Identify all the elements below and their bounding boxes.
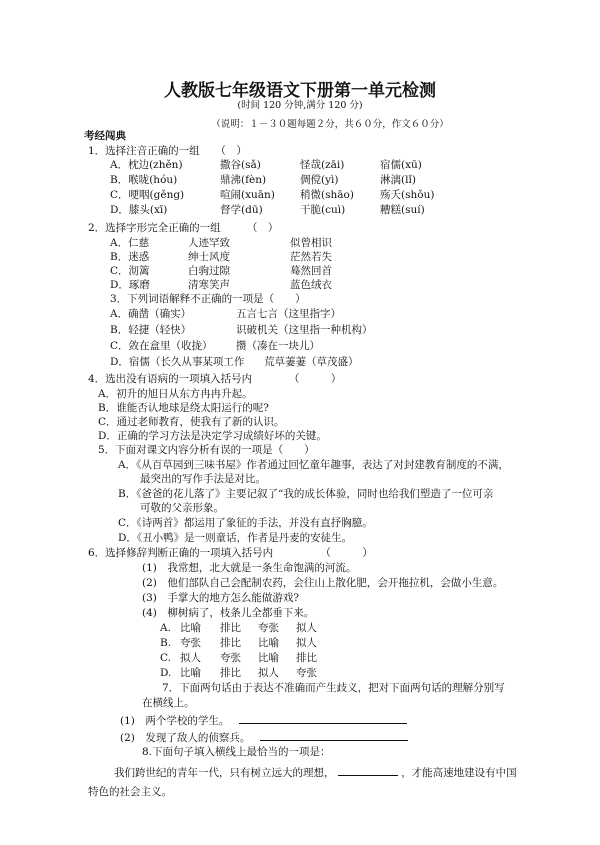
q8-text-part: 我们跨世纪的青年一代，只有树立远大的理想， xyxy=(114,767,335,779)
q6-choice: 夸张 xyxy=(180,637,201,649)
q5-stem: 5．下面对课文内容分析有误的一项是（ ） xyxy=(98,444,315,456)
q1-option: 督学(dū) xyxy=(220,204,263,216)
section-heading: 考经闯典 xyxy=(84,130,126,142)
q6-sentence: (1) 我常想，北大就是一条生命饱满的河流。 xyxy=(142,562,357,574)
q1-option: 殇夭(shǒu) xyxy=(380,189,435,201)
q2-option: 绅士风度 xyxy=(188,251,230,263)
q1-option: 喧闹(xuān) xyxy=(220,189,275,201)
q2-option: D．琢磨 xyxy=(110,279,150,291)
q3-option: 识破机关（这里指一种机构） xyxy=(236,324,373,336)
q2-option: 茫然若失 xyxy=(290,251,332,263)
q6-choice: 比喻 xyxy=(180,667,201,679)
page-title: 人教版七年级语文下册第一单元检测 xyxy=(164,81,436,101)
q6-choice: 比喻 xyxy=(258,637,279,649)
q1-option: B．喉咙(hóu) xyxy=(110,174,178,186)
q1-option: 稍微(shāo) xyxy=(300,189,354,201)
q6-choice: 夸张 xyxy=(258,622,279,634)
q1-option: 糟糕(suí) xyxy=(380,204,425,216)
q6-choice: 排比 xyxy=(220,637,241,649)
q6-choice: 比喻 xyxy=(180,622,201,634)
q7-stem: 7．下面两句话由于表达不准确而产生歧义，把对下面两句话的理解分别写 xyxy=(162,682,505,694)
q5-option: A．《从百草园到三味书屋》作者通过回忆童年趣事，表达了对封建教育制度的不满， xyxy=(118,459,509,471)
q2-option: 清寒笑声 xyxy=(188,279,230,291)
q6-choice: 夸张 xyxy=(220,652,241,664)
q5-option: B．《爸爸的花儿落了》主要记叙了“我的成长体验，同时也给我们塑造了一位可亲 xyxy=(118,488,494,500)
q2-option: B．迷惑 xyxy=(110,251,150,263)
q4-option: B．谁能否认地球是绕太阳运行的呢? xyxy=(98,402,269,414)
q2-option: 似曾相识 xyxy=(290,237,332,249)
q3-option: 攒（凑在一块儿） xyxy=(236,340,320,352)
q7-item-label: (2) 发现了敌人的侦察兵。 xyxy=(120,732,251,744)
q3-option: D．宿儒（长久从事某项工作 xyxy=(110,356,245,368)
q6-choice-letter: C. xyxy=(160,652,171,664)
q6-choice: 排比 xyxy=(220,667,241,679)
q5-option: 可敬的父亲形象。 xyxy=(140,502,224,514)
q1-option: 宿儒(xū) xyxy=(380,159,422,171)
q4-option: C．通过老师教育，使我有了新的认识。 xyxy=(98,416,285,428)
q8-sentence xyxy=(114,765,517,780)
q6-choice: 拟人 xyxy=(180,652,201,664)
q2-option: A．仁慈 xyxy=(110,237,150,249)
q6-stem: 6．选择修辞判断正确的一项填入括号内 （ ） xyxy=(88,547,373,559)
q1-option: 怪哉(zāi) xyxy=(300,159,345,171)
q4-stem: 4．选出没有语病的一项填入括号内 （ ） xyxy=(88,373,342,385)
q3-option: A．确凿（确实） xyxy=(110,308,192,320)
q6-choice: 排比 xyxy=(296,652,317,664)
q1-option: 撒谷(sǎ) xyxy=(220,159,261,171)
q1-option: D．膝头(xī) xyxy=(110,204,168,216)
q1-option: 鼎沸(fèn) xyxy=(220,174,267,186)
q3-option: C．敛在盒里（收拢） xyxy=(110,340,213,352)
q8-sentence-cont: 特色的社会主义。 xyxy=(88,786,172,798)
q2-option: 人迹罕致 xyxy=(188,237,230,249)
q8-text-part: ，才能高速地建设有中国 xyxy=(401,767,517,779)
q6-sentence: (2) 他们部队自己会配制农药，会往山上散化肥，会开拖拉机，会做小生意。 xyxy=(142,577,504,589)
q5-option: D．《丑小鸭》是一则童话，作者是丹麦的安徒生。 xyxy=(118,532,353,544)
q6-choice-letter: D. xyxy=(160,667,172,679)
q1-option: A．枕边(zhěn) xyxy=(110,159,183,171)
q6-choice: 拟人 xyxy=(296,622,317,634)
q6-choice-letter: A. xyxy=(160,622,171,634)
q3-option: B．轻捷（轻快） xyxy=(110,324,192,336)
q2-option: 蓝色绒衣 xyxy=(290,279,332,291)
q6-sentence: (3) 手掌大的地方怎么能做游戏? xyxy=(142,592,300,604)
q7-stem-cont: 在横线上。 xyxy=(142,697,195,709)
q2-option: C．沏篱 xyxy=(110,265,150,277)
q2-option: 白驹过隙 xyxy=(188,265,230,277)
q5-option: C．《诗两首》都运用了象征的手法，并没有直抒胸臆。 xyxy=(118,517,373,529)
q1-option: C．哽咽(gěng) xyxy=(110,189,185,201)
q3-stem: 3．下列词语解释不正确的一项是（ ） xyxy=(110,293,306,305)
q7-item-label: (1) 两个学校的学生。 xyxy=(120,715,230,727)
q1-option: 倜傥(yì) xyxy=(300,174,339,186)
q4-option: A．初升的旭日从东方冉冉升起。 xyxy=(98,388,253,400)
time-note: (时间 120 分钟,满分 120 分) xyxy=(237,100,363,111)
q3-option: 荒草萋萋（草茂盛） xyxy=(264,356,359,368)
q2-stem: 2．选择字形完全正确的一组 （ ） xyxy=(88,222,279,234)
q2-option: 蓦然回首 xyxy=(290,265,332,277)
q6-choice: 排比 xyxy=(220,622,241,634)
q8-stem: 8.下面句子填入横线上最恰当的一项是： xyxy=(142,746,331,758)
q1-stem: 1．选择注音正确的一组 （ ） xyxy=(88,145,247,157)
answer-line[interactable] xyxy=(338,765,398,776)
answer-line[interactable] xyxy=(239,713,407,724)
q7-item-1 xyxy=(120,713,407,728)
q6-choice: 比喻 xyxy=(258,652,279,664)
q5-option: 最突出的写作手法是对比。 xyxy=(140,473,266,485)
q4-option: D．正确的学习方法是决定学习成绩好坏的关键。 xyxy=(98,430,327,442)
q6-choice-letter: B. xyxy=(160,637,172,649)
q6-choice: 拟人 xyxy=(258,667,279,679)
answer-line[interactable] xyxy=(260,730,408,741)
q6-choice: 拟人 xyxy=(296,637,317,649)
q1-option: 淋漓(lǐ) xyxy=(380,174,416,186)
q7-item-2 xyxy=(120,730,408,745)
q3-option: 五言七言（这里指字） xyxy=(236,308,341,320)
q6-sentence: (4) 柳树病了，枝条儿全都垂下来。 xyxy=(142,607,315,619)
q6-choice: 夸张 xyxy=(296,667,317,679)
q1-option: 干脆(cuì) xyxy=(300,204,346,216)
instructions: （说明：１－３０题每题２分，共６０分，作文６０分） xyxy=(211,119,449,130)
